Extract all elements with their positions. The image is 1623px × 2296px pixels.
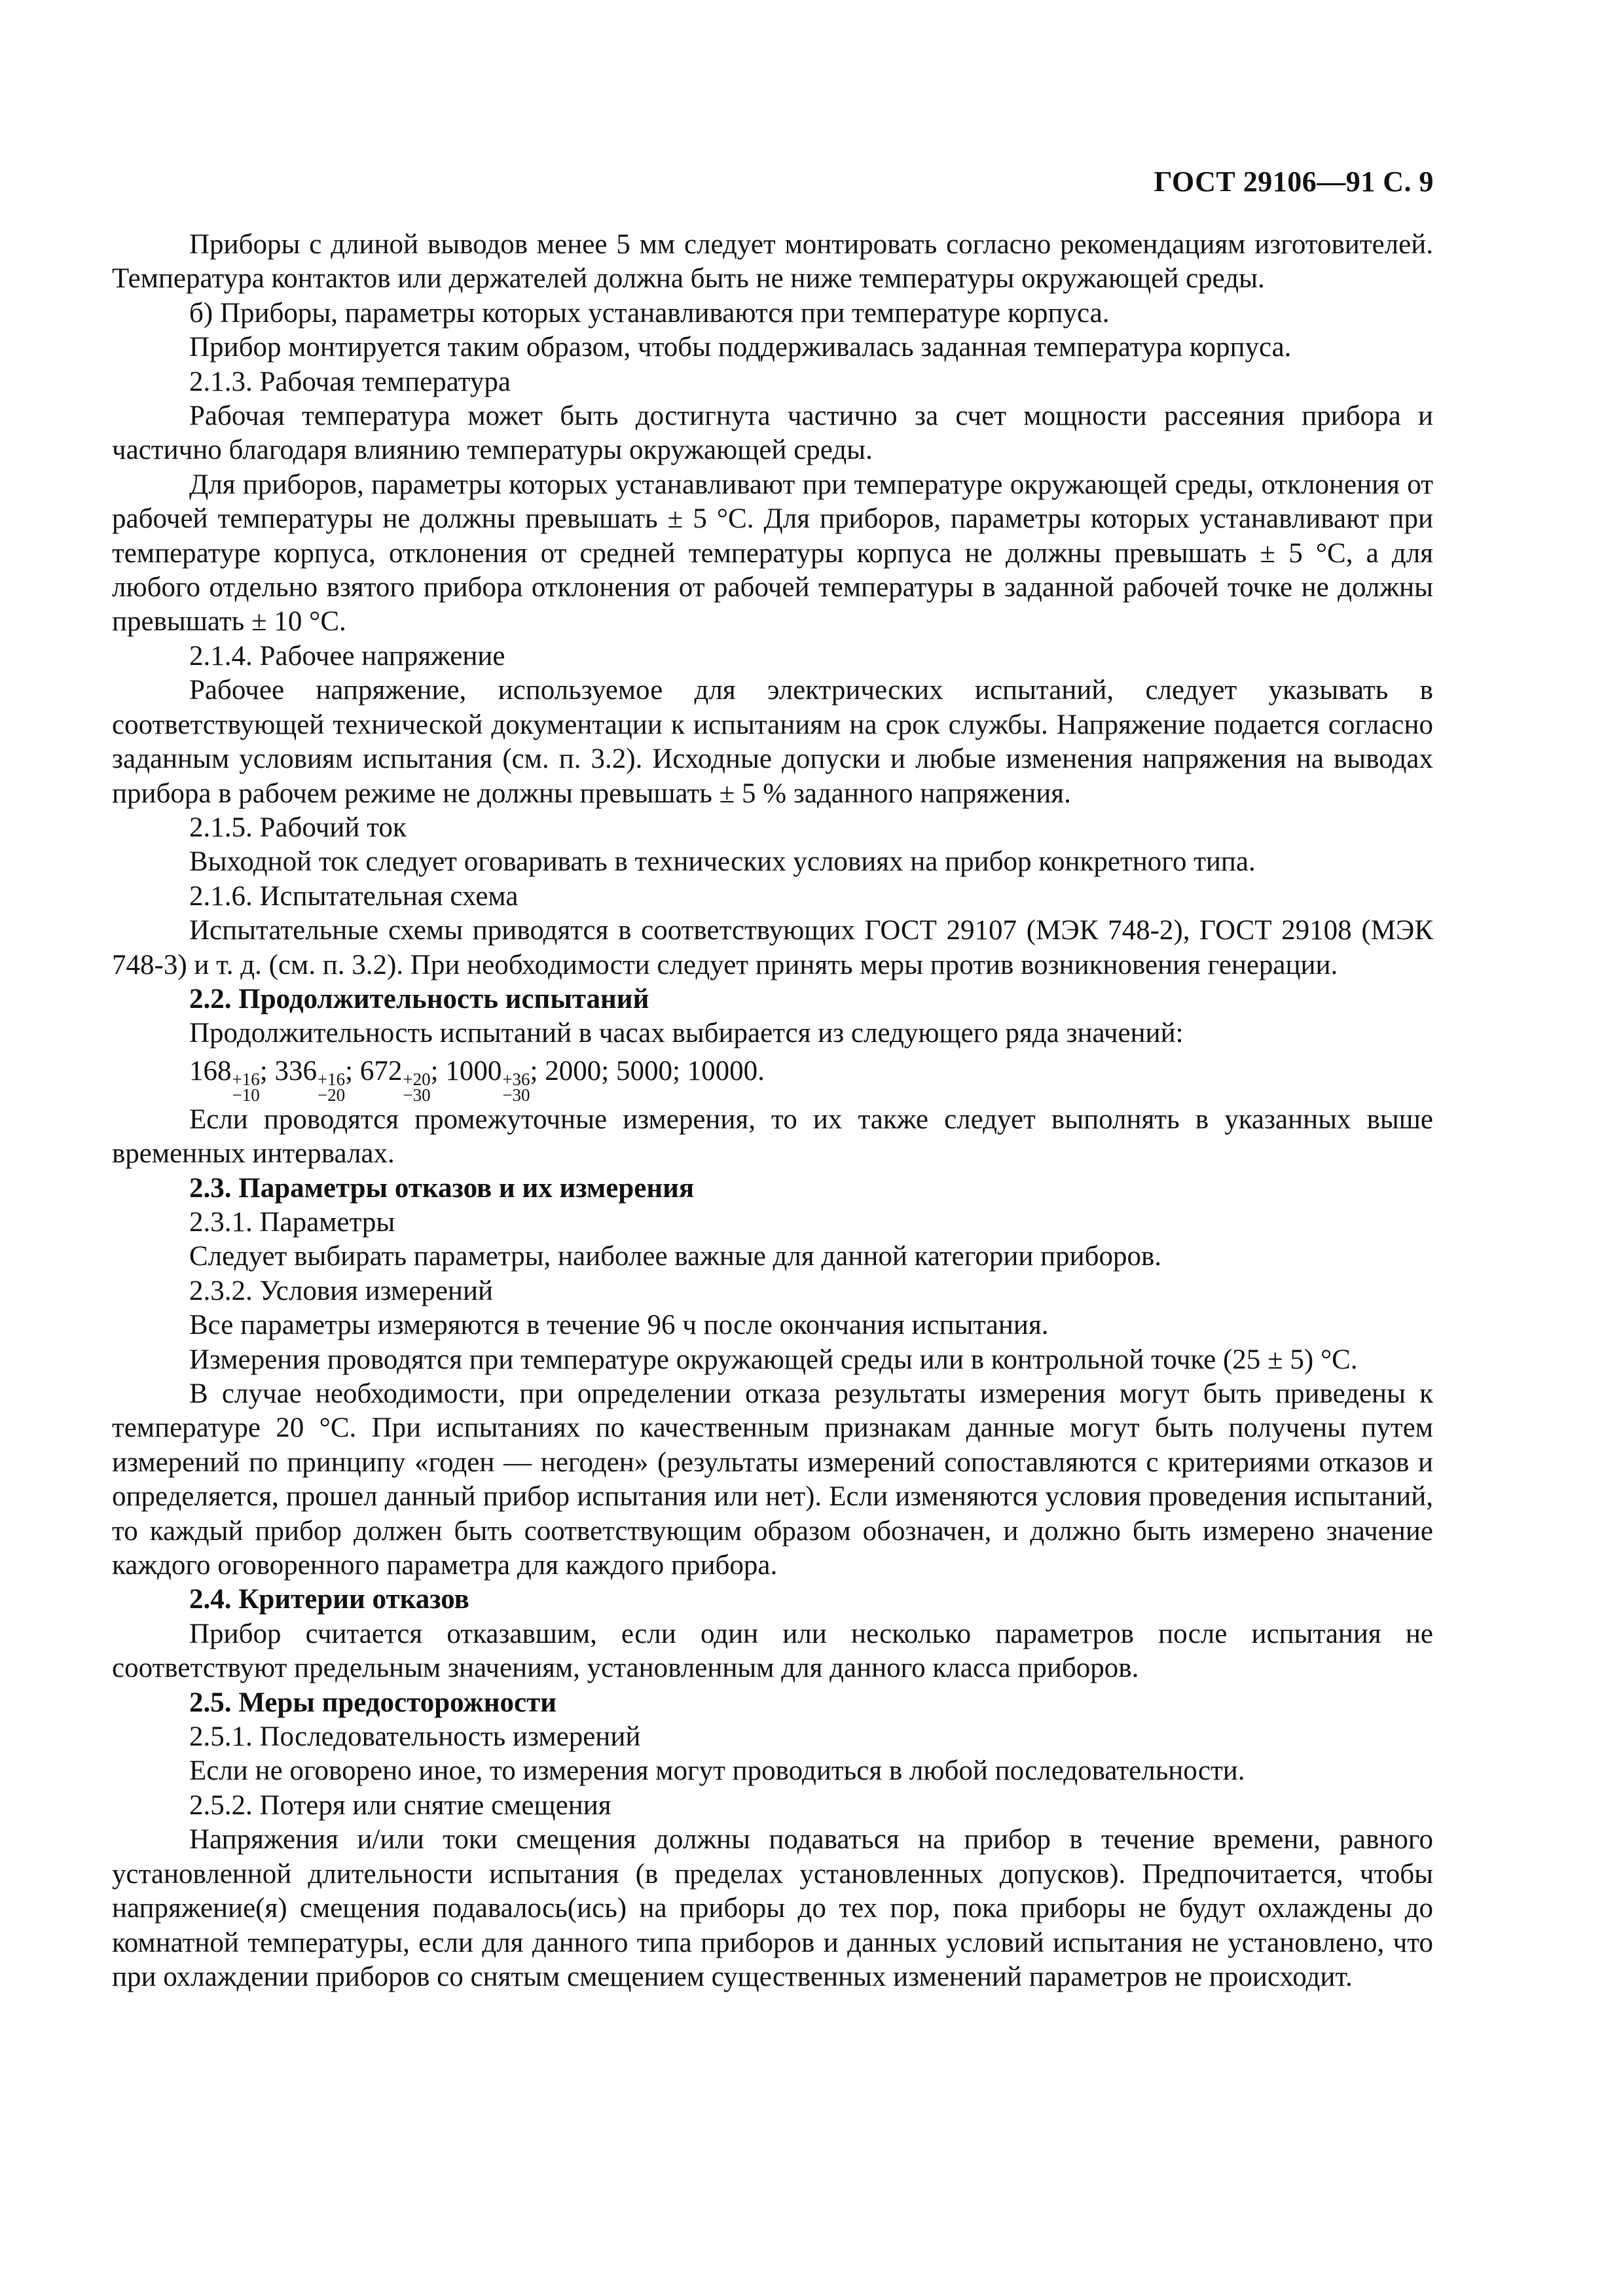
- duration-number: 1000: [445, 1055, 502, 1086]
- duration-number: 168: [189, 1055, 232, 1086]
- tolerance-minus: −20: [317, 1085, 346, 1105]
- duration-series: [112, 1051, 1433, 1103]
- duration-number: 2000: [545, 1055, 602, 1086]
- subsection-heading: 2.1.6. Испытательная схема: [189, 880, 519, 912]
- tolerance-plus: +20: [403, 1069, 431, 1089]
- body-paragraph: Приборы с длиной выводов менее 5 мм следует монтировать согласно рекомендациям изготовителей. Температура контактов или держателей должна быть не ниже температуры окружающей среды.: [112, 229, 1433, 295]
- body-paragraph: Если проводятся промежуточные измерения, то их также следует выполнять в указанных выше временных интервалах.: [112, 1103, 1433, 1170]
- duration-value: [274, 1055, 360, 1105]
- page-header: ГОСТ 29106—91 С. 9: [1154, 166, 1434, 198]
- paragraphs-after: [112, 1103, 1433, 1995]
- section-heading: 2.2. Продолжительность испытаний: [189, 983, 649, 1014]
- tolerance-plus: +16: [232, 1069, 260, 1089]
- separator: ;: [601, 1055, 616, 1086]
- body-paragraph: Рабочая температура может быть достигнута частично за счет мощности рассеяния прибора и частично благодаря влиянию температуры окружающей среды.: [112, 401, 1433, 466]
- duration-number: 5000: [615, 1055, 672, 1086]
- duration-value: [687, 1056, 765, 1086]
- tolerance-minus: −30: [403, 1085, 431, 1105]
- body-paragraph: Напряжения и/или токи смещения должны подаваться на прибор в течение времени, равного установленной длительности испытания (в пределах установленных допусков). Предпочитается, чтобы напряжение(я) смещения подавалось(ись) на приборы до тех пор, пока приборы не будут охлаждены до комнатной температуры, если для данного типа приборов и данных условий испытания не установлено, что при охлаждении приборов со снятым смещением существенных изменений параметров не происходит.: [112, 1824, 1433, 1992]
- subsection-heading: 2.1.5. Рабочий ток: [189, 812, 407, 843]
- body-paragraph: Измерения проводятся при температуре окружающей среды или в контрольной точке (25 ± 5) °C.: [189, 1344, 1358, 1375]
- separator: ;: [345, 1055, 360, 1086]
- section-heading: 2.5. Меры предосторожности: [189, 1687, 556, 1718]
- duration-number: 10000: [687, 1055, 758, 1086]
- duration-value: [359, 1055, 446, 1105]
- duration-value: [616, 1056, 687, 1086]
- body-paragraph: Следует выбирать параметры, наиболее важные для данной категории приборов.: [189, 1241, 1162, 1272]
- body-paragraph: Выходной ток следует оговаривать в технических условиях на прибор конкретного типа.: [189, 846, 1256, 878]
- tolerance-minus: −30: [502, 1085, 530, 1105]
- body-paragraph: Для приборов, параметры которых устанавливают при температуре окружающей среды, отклонения от рабочей температуры не должны превышать ± 5 °C. Для приборов, параметры которых устанавливают при температуре корпуса, отклонения от средней температуры корпуса не должны превышать ± 5 °C, а для любого отдельно взятого прибора отклонения от рабочей температуры в заданной рабочей точке не должны превышать ± 10 °C.: [112, 469, 1433, 637]
- separator: ;: [530, 1055, 545, 1086]
- tolerance-plus: +16: [317, 1069, 346, 1089]
- tolerance-plus: +36: [502, 1069, 530, 1089]
- tolerance: [318, 1071, 345, 1103]
- separator: ;: [672, 1055, 687, 1086]
- body-paragraph: Прибор считается отказавшим, если один или несколько параметров после испытания не соответствуют предельным значениям, установленным для данного класса приборов.: [112, 1618, 1433, 1684]
- duration-value: [189, 1055, 275, 1105]
- section-heading: 2.4. Критерии отказов: [189, 1584, 469, 1615]
- subsection-heading: 2.1.3. Рабочая температура: [189, 366, 511, 397]
- body-paragraph: Все параметры измеряются в течение 96 ч после окончания испытания.: [189, 1310, 1049, 1341]
- paragraphs-before: [112, 228, 1433, 1051]
- document-body: [112, 228, 1433, 1994]
- section-heading: 2.3. Параметры отказов и их измерения: [189, 1172, 695, 1204]
- body-paragraph: Испытательные схемы приводятся в соответствующих ГОСТ 29107 (МЭК 748-2), ГОСТ 29108 (МЭК 748-3) и т. д. (см. п. 3.2). При необходимости следует принять меры против возникновения генерации.: [112, 915, 1433, 980]
- duration-value: [445, 1055, 545, 1105]
- body-paragraph: Если не оговорено иное, то измерения могут проводиться в любой последовательности.: [189, 1755, 1245, 1787]
- subsection-heading: 2.3.1. Параметры: [189, 1206, 395, 1238]
- tolerance: [502, 1071, 530, 1103]
- subsection-heading: 2.3.2. Условия измерений: [189, 1275, 493, 1306]
- subsection-heading: 2.5.1. Последовательность измерений: [189, 1721, 641, 1753]
- separator: ;: [259, 1055, 275, 1086]
- body-paragraph: Рабочее напряжение, используемое для электрических испытаний, следует указывать в соответствующей технической документации к испытаниям на срок службы. Напряжение подается согласно заданным условиям испытания (см. п. 3.2). Исходные допуски и любые изменения напряжения на выводах прибора в рабочем режиме не должны превышать ± 5 % заданного напряжения.: [112, 675, 1433, 809]
- separator: ;: [430, 1055, 446, 1086]
- body-paragraph: Продолжительность испытаний в часах выбирается из следующего ряда значений:: [189, 1018, 1184, 1049]
- separator: .: [757, 1055, 765, 1086]
- tolerance: [403, 1071, 430, 1103]
- tolerance: [232, 1071, 260, 1103]
- body-paragraph: б) Приборы, параметры которых устанавливаются при температуре корпуса.: [189, 297, 1110, 329]
- duration-number: 672: [359, 1055, 403, 1086]
- body-paragraph: Прибор монтируется таким образом, чтобы поддерживалась заданная температура корпуса.: [189, 332, 1292, 363]
- body-paragraph: В случае необходимости, при определении отказа результаты измерения могут быть приведены к температуре 20 °C. При испытаниях по качественным признакам данные могут быть получены путем измерений по принципу «годен — негоден» (результаты измерений сопоставляются с критериями отказов и определяется, прошел данный прибор испытания или нет). Если изменяются условия проведения испытаний, то каждый прибор должен быть соответствующим образом обозначен, и должно быть измерено значение каждого оговоренного параметра для каждого прибора.: [112, 1378, 1433, 1581]
- subsection-heading: 2.1.4. Рабочее напряжение: [189, 640, 505, 672]
- tolerance-minus: −10: [232, 1085, 260, 1105]
- subsection-heading: 2.5.2. Потеря или снятие смещения: [189, 1789, 611, 1821]
- duration-value: [545, 1056, 616, 1086]
- duration-number: 336: [274, 1055, 317, 1086]
